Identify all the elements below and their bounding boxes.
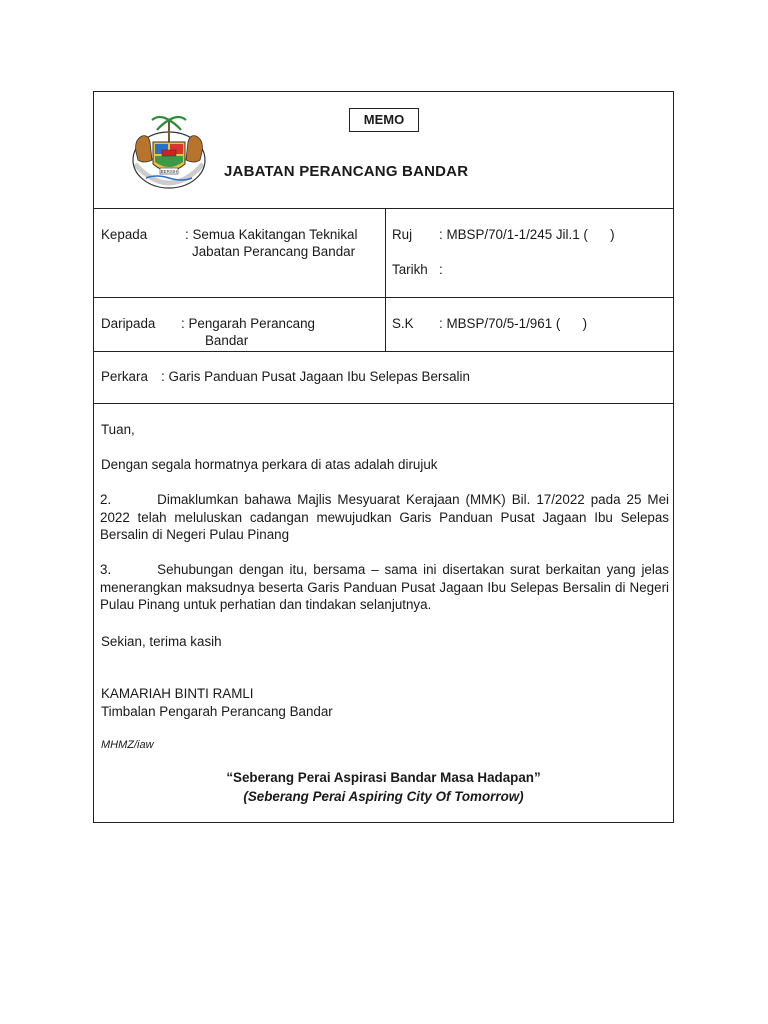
- tarikh-value: :: [439, 262, 443, 277]
- reference-initials: MHMZ/iaw: [101, 739, 154, 751]
- paragraph-3: [100, 561, 669, 614]
- divider: [94, 208, 673, 209]
- opening-sentence: Dengan segala hormatnya perkara di atas adalah dirujuk: [101, 457, 438, 472]
- signatory-name: KAMARIAH BINTI RAMLI: [101, 686, 254, 701]
- crest-banner-text: BERSIH: [160, 169, 178, 174]
- motto-english: (Seberang Perai Aspiring City Of Tomorrow): [243, 789, 524, 804]
- divider: [94, 403, 673, 404]
- salutation: Tuan,: [101, 422, 135, 437]
- memo-label: MEMO: [349, 108, 419, 132]
- divider: [94, 351, 673, 352]
- tarikh-label: Tarikh: [392, 262, 428, 277]
- daripada-value-line2: Bandar: [205, 333, 249, 348]
- sk-label: S.K: [392, 316, 414, 331]
- perkara-value: : Garis Panduan Pusat Jagaan Ibu Selepas Bersalin: [161, 369, 470, 384]
- signatory-title: Timbalan Pengarah Perancang Bandar: [101, 704, 333, 719]
- paragraph-2: [100, 491, 669, 544]
- kepada-value-line2: Jabatan Perancang Bandar: [192, 244, 356, 259]
- daripada-label: Daripada: [101, 316, 156, 331]
- council-crest-logo: [126, 112, 212, 194]
- paragraph-3-text: Sehubungan dengan itu, bersama – sama ini disertakan surat berkaitan yang jelas menerangkan maksudnya beserta Garis Panduan Pusat Jagaan Ibu Selepas Bersalin di Negeri Pulau Pinang untuk perhatian dan tindakan selanjutnya.: [100, 562, 669, 612]
- closing-line: Sekian, terima kasih: [101, 634, 222, 649]
- divider: [385, 208, 386, 351]
- paragraph-3-number: 3.: [100, 562, 112, 577]
- sk-value: : MBSP/70/5-1/961 ( ): [439, 316, 588, 331]
- ruj-label: Ruj: [392, 227, 413, 242]
- motto-malay: “Seberang Perai Aspirasi Bandar Masa Hadapan”: [226, 770, 541, 785]
- ruj-value: : MBSP/70/1-1/245 Jil.1 ( ): [439, 227, 615, 242]
- memo-document: [93, 91, 674, 823]
- paragraph-2-text: Dimaklumkan bahawa Majlis Mesyuarat Kerajaan (MMK) Bil. 17/2022 pada 25 Mei 2022 telah meluluskan cadangan mewujudkan Garis Panduan Pusat Jagaan Ibu Selepas Bersalin di Negeri Pulau Pinang: [100, 492, 669, 542]
- daripada-value-line1: : Pengarah Perancang: [181, 316, 316, 331]
- kepada-label: Kepada: [101, 227, 148, 242]
- paragraph-2-number: 2.: [100, 492, 112, 507]
- department-title: JABATAN PERANCANG BANDAR: [224, 163, 469, 180]
- perkara-label: Perkara: [101, 369, 148, 384]
- divider: [94, 297, 673, 298]
- kepada-value-line1: : Semua Kakitangan Teknikal: [185, 227, 358, 242]
